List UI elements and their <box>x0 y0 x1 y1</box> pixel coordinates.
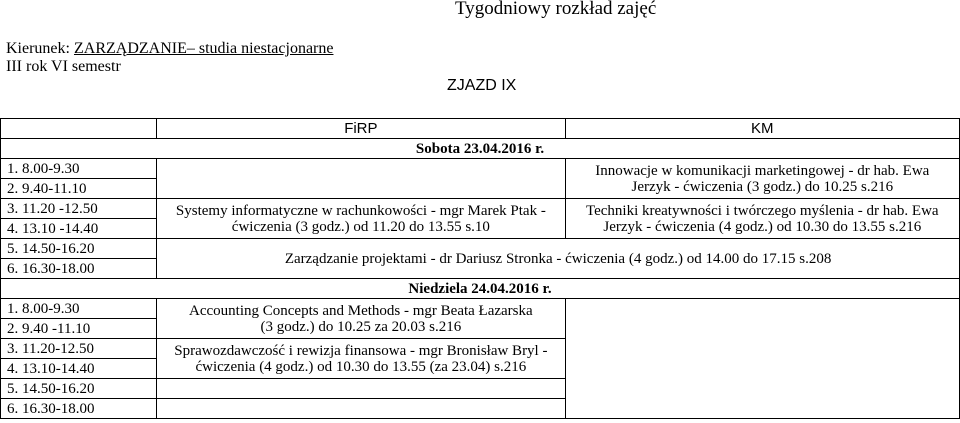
class-cell <box>157 339 565 379</box>
class-cell <box>565 199 959 239</box>
class-text: Jerzyk - ćwiczenia (4 godz.) od 10.30 do 13.55 s.216 <box>603 218 922 235</box>
kierunek-label: Kierunek: <box>6 40 74 57</box>
time-slot: 2. 9.40-11.10 <box>1 179 157 199</box>
saturday-header: Sobota 23.04.2016 r. <box>1 139 960 159</box>
class-text: Accounting Concepts and Methods - mgr Beata Łazarska <box>189 302 533 319</box>
empty-cell <box>565 299 959 419</box>
class-text: ćwiczenia (4 godz.) od 10.30 do 13.55 (za 23.04) s.216 <box>195 358 527 375</box>
empty-cell <box>157 159 565 199</box>
page-title: Tygodniowy rozkład zajęć <box>455 0 657 19</box>
time-slot: 6. 16.30-18.00 <box>1 259 157 279</box>
year-semester: III rok VI semestr <box>6 58 121 75</box>
time-slot: 1. 8.00-9.30 <box>1 299 157 319</box>
kierunek-value: ZARZĄDZANIE– studia niestacjonarne <box>73 40 334 57</box>
kierunek-line <box>6 40 333 58</box>
column-header-km: KM <box>565 119 959 139</box>
day-header-row <box>1 139 960 159</box>
joint-class-cell: Zarządzanie projektami - dr Dariusz Stronka - ćwiczenia (4 godz.) od 14.00 do 17.15 s.208 <box>157 239 960 279</box>
time-slot: 4. 13.10 -14.40 <box>1 219 157 239</box>
zjazd-label: ZJAZD IX <box>447 77 517 94</box>
class-text: Systemy informatyczne w rachunkowości - mgr Marek Ptak - <box>175 202 546 219</box>
time-slot: 1. 8.00-9.30 <box>1 159 157 179</box>
schedule-table <box>0 118 960 419</box>
class-text: Innowacje w komunikacji marketingowej - dr hab. Ewa <box>595 162 930 179</box>
table-row <box>1 299 960 319</box>
time-slot: 3. 11.20-12.50 <box>1 339 157 359</box>
class-cell <box>565 159 959 199</box>
empty-header-cell <box>1 119 157 139</box>
class-cell <box>157 299 565 339</box>
class-text: Sprawozdawczość i rewizja finansowa - mgr Bronisław Bryl - <box>174 342 548 359</box>
class-text: Techniki kreatywności i twórczego myślenia - dr hab. Ewa <box>585 202 939 219</box>
time-slot: 4. 13.10-14.40 <box>1 359 157 379</box>
table-row <box>1 159 960 179</box>
class-text: (3 godz.) do 10.25 za 20.03 s.216 <box>260 318 462 335</box>
class-cell <box>157 199 565 239</box>
day-header-row <box>1 279 960 299</box>
class-text: Jerzyk - ćwiczenia (3 godz.) do 10.25 s.216 <box>631 178 894 195</box>
class-text: ćwiczenia (3 godz.) od 11.20 do 13.55 s.10 <box>231 218 490 235</box>
table-row <box>1 199 960 219</box>
time-slot: 2. 9.40 -11.10 <box>1 319 157 339</box>
time-slot: 6. 16.30-18.00 <box>1 399 157 419</box>
time-slot: 3. 11.20 -12.50 <box>1 199 157 219</box>
time-slot: 5. 14.50-16.20 <box>1 379 157 399</box>
column-header-firp: FiRP <box>157 119 565 139</box>
time-slot: 5. 14.50-16.20 <box>1 239 157 259</box>
column-header-row <box>1 119 960 139</box>
table-row <box>1 239 960 259</box>
empty-cell <box>157 399 565 419</box>
empty-cell <box>157 379 565 399</box>
sunday-header: Niedziela 24.04.2016 r. <box>1 279 960 299</box>
